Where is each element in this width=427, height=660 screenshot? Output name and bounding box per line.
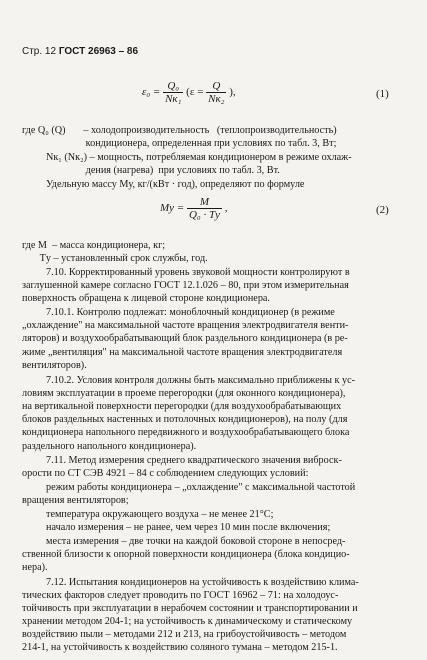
text-line: ственной близости к опорной поверхности кондиционера (блока кондицио-: [22, 549, 350, 560]
formula-2-tail: ,: [224, 202, 228, 215]
text-line: вращения вентиляторов;: [22, 495, 129, 506]
standard-code: ГОСТ 26963 – 86: [58, 46, 139, 57]
formula-2-num: M: [187, 196, 222, 209]
text-line: где Q₀ (Q) – холодопроизводительность (теплопроизводительность): [22, 125, 337, 136]
text-line: где M – масса кондиционера, кг;: [22, 240, 166, 251]
text-line: температура окружающего воздуха – не менее 21°С;: [46, 509, 274, 520]
text-line: вентиляторов).: [22, 360, 87, 371]
text-line: блоков раздельных настенных и потолочных кондиционеров), на полу (для: [22, 414, 348, 425]
text-line: воздействию пыли – методами 212 и 213, на грибоустойчивость – методом: [22, 629, 347, 640]
text-line: хранении методом 204-1; на устойчивость к динамическому и статическому: [22, 616, 353, 627]
formula-2: [160, 196, 228, 221]
text-line: 7.10. Корректированный уровень звуковой мощности контролируют в: [46, 267, 350, 278]
formula-1-num-a: Q₀: [163, 80, 183, 93]
text-line: кондиционера напольного передвижного и воздухообрабатывающего блока: [22, 427, 350, 438]
formula-1: [142, 80, 236, 105]
text-line: 7.12. Испытания кондиционеров на устойчивость к воздействию клима-: [46, 577, 359, 588]
text-line: поверхность обращена к лицевой стороне кондиционера.: [22, 293, 270, 304]
text-line: Удельную массу Mу, кг/(кВт · год), определяют по формуле: [46, 179, 305, 190]
text-line: орости по СТ СЭВ 4921 – 84 с соблюдением следующих условий:: [22, 468, 309, 479]
text-line: 7.10.2. Условия контроля должны быть максимально приближены к ус-: [46, 375, 356, 386]
text-line: „охлаждение" на максимальной частоте вращения электродвигателя венти-: [22, 320, 349, 331]
formula-1-lhs: ε₀ =: [142, 86, 161, 99]
formula-1-open: (ε =: [186, 86, 204, 99]
text-line: заглушенной камере согласно ГОСТ 12.1.026 – 80, при этом измерительная: [22, 280, 349, 291]
formula-2-lhs: Mу =: [160, 202, 185, 215]
formula-2-den: Q₀ · Tу: [188, 209, 220, 221]
text-line: раздельного напольного кондиционера).: [22, 441, 197, 452]
text-line: тойчивость при эксплуатации в нерабочем состоянии и транспортировании и: [22, 603, 358, 614]
formula-1-num-b: Q: [206, 80, 226, 93]
page-number: Стр. 12: [22, 46, 57, 57]
text-line: нера).: [22, 562, 48, 573]
text-line: ловиям эксплуатации в проеме перегородки (для оконного кондиционера),: [22, 388, 346, 399]
text-line: Nк₁ (Nк₂) – мощность, потребляемая кондиционером в режиме охлаж-: [46, 152, 352, 163]
text-line: тических факторов следует проводить по ГОСТ 16962 – 71: на холодоус-: [22, 590, 339, 601]
text-line: 214-1, на устойчивость к воздействию соляного тумана – методом 215-1.: [22, 642, 338, 653]
text-line: ляторов) и воздухообрабатывающий блок раздельного кондиционера (в ре-: [22, 333, 348, 344]
text-line: начало измерения – не ранее, чем через 10 мин после включения;: [46, 522, 331, 533]
formula-1-den-a: Nк₁: [165, 93, 182, 105]
formula-1-fraction-b: [206, 80, 226, 105]
text-line: Tу – установленный срок службы, год.: [22, 253, 208, 264]
text-line: 7.10.1. Контролю подлежат: моноблочный кондиционер (в режиме: [46, 307, 335, 318]
text-line: кондиционера, определенная при условиях по табл. 3, Вт;: [22, 138, 337, 149]
text-line: на вертикальной поверхности перегородки (для воздухообрабатывающих: [22, 401, 342, 412]
page-header: [22, 46, 138, 57]
formula-2-fraction: [187, 196, 222, 221]
text-line: жиме „вентиляция" на максимальной частоте вращения электродвигателя: [22, 347, 343, 358]
formula-1-den-b: Nк₂: [208, 93, 225, 105]
formula-1-close: ),: [229, 86, 236, 99]
text-line: режим работы кондиционера – „охлаждение" с максимальной частотой: [46, 482, 356, 493]
text-line: места измерения – две точки на каждой боковой стороне в непосред-: [46, 536, 346, 547]
equation-number-1: (1): [376, 88, 389, 100]
text-line: 7.11. Метод измерения среднего квадратического значения виброск-: [46, 455, 342, 466]
formula-1-fraction-a: [163, 80, 183, 105]
text-line: дения (нагрева) при условиях по табл. 3, Вт.: [22, 165, 280, 176]
equation-number-2: (2): [376, 204, 389, 216]
